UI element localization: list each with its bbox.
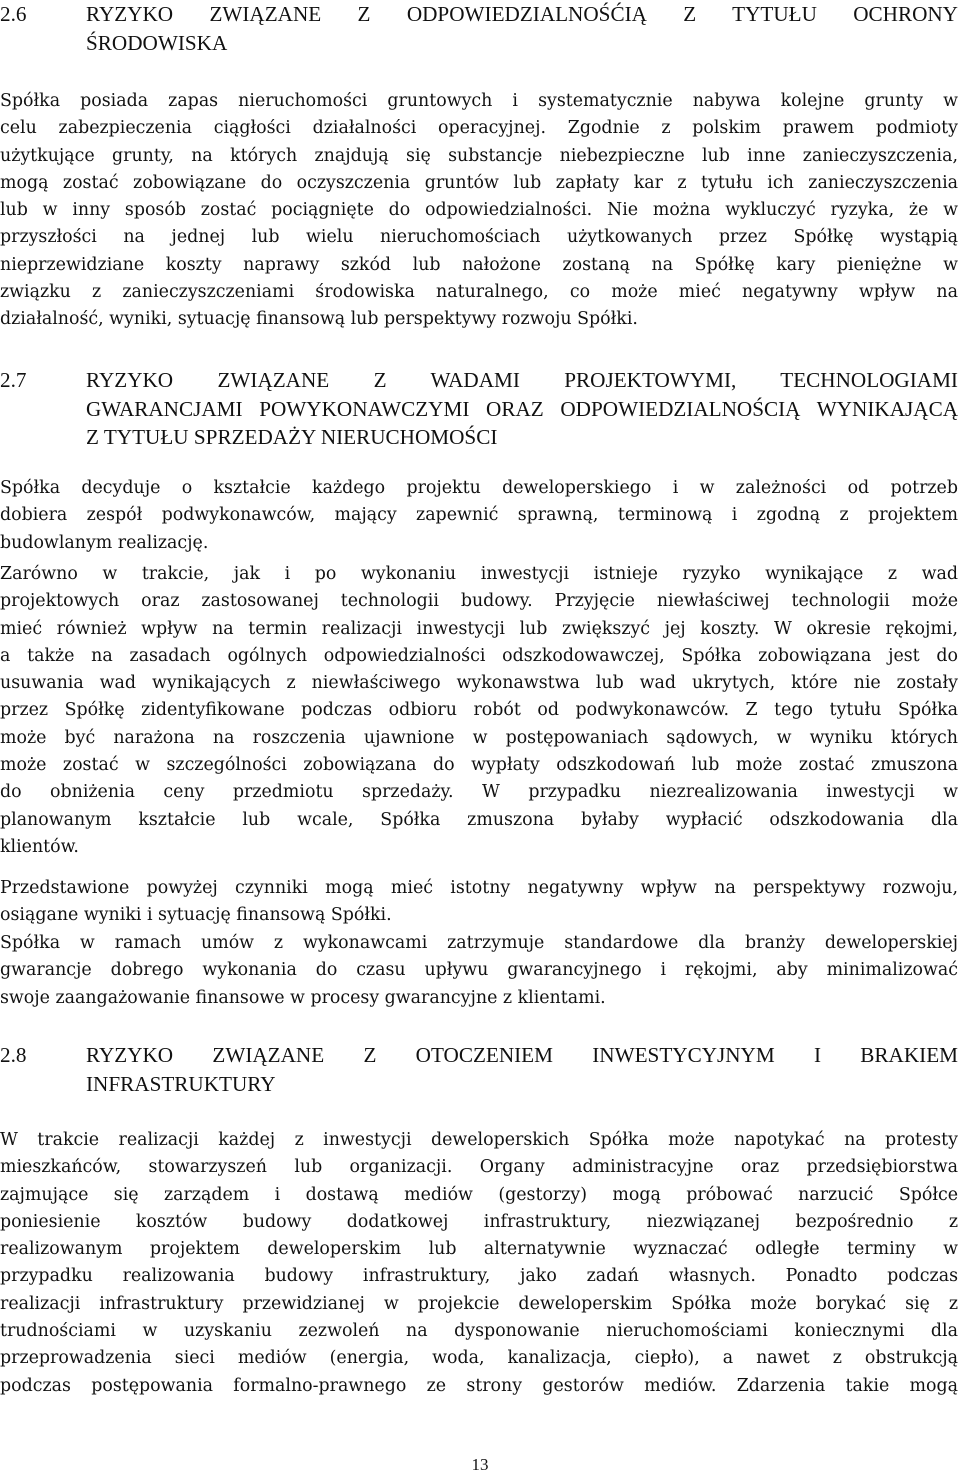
text-line: związku z zanieczyszczeniami środowiska naturalnego, co może mieć negatywny wpływ na [0,282,958,303]
text-line: Spółka posiada zapas nieruchomości gruntowych i systematycznie nabywa kolejne grunty w [0,91,958,111]
text-line: przyszłości na jednej lub wielu nieruchomościach użytkowanych przez Spółkę wystąpią [0,227,958,248]
section-title [86,366,958,452]
section-number: 2.8 [0,1043,27,1067]
section-heading-2-7 [0,366,958,452]
section-title [86,1041,958,1098]
section-title-line: RYZYKO ZWIĄZANE Z OTOCZENIEM INWESTYCYJNYM I BRAKIEM [86,1043,958,1067]
paragraph [0,875,958,930]
text-line: planowanym kształcie lub wcale, Spółka zmuszona byłaby wypłacić odszkodowania dla [0,809,958,830]
section-number: 2.6 [0,2,27,26]
text-line: do obniżenia ceny przedmiotu sprzedaży. W przypadku niezrealizowania inwestycji w [0,782,958,803]
text-line: przez Spółkę zidentyfikowane podczas odbioru robót od podwykonawców. Z tego tytułu Spółka [0,700,958,721]
text-line: podczas postępowania formalno-prawnego ze strony gestorów mediów. Zdarzenia takie mogą [0,1375,958,1396]
text-line: Spółka decyduje o kształcie każdego projektu deweloperskiego i w zależności od potrzeb [0,478,958,498]
section-title [86,0,958,57]
section-heading-2-6 [0,0,958,57]
section-title-line: ŚRODOWISKA [86,30,228,55]
text-line: Przedstawione powyżej czynniki mogą mieć istotny negatywny wpływ na perspektywy rozwoju, [0,878,958,898]
text-line: gwarancje dobrego wykonania do czasu upływu gwarancyjnego i rękojmi, aby minimalizować [0,960,958,981]
text-line: użytkujące grunty, na których znajdują się substancje niebezpieczne lub inne zanieczyszczenia, [0,145,958,166]
section-title-line: RYZYKO ZWIĄZANE Z WADAMI PROJEKTOWYMI, TECHNOLOGIAMI [86,368,958,392]
text-line: Spółka w ramach umów z wykonawcami zatrzymuje standardowe dla branży deweloperskiej [0,933,958,953]
text-line: poniesienie kosztów budowy dodatkowej infrastruktury, niezwiązanej bezpośrednio z [0,1211,958,1232]
text-line: może zostać w szczególności zobowiązana do wypłaty odszkodowań lub może zostać zmuszona [0,755,958,776]
text-line: działalność, wyniki, sytuację finansową lub perspektywy rozwoju Spółki. [0,309,638,330]
text-line: realizacji infrastruktury przewidzianej w projekcie deweloperskim Spółka może borykać się z [0,1293,958,1314]
text-line: przeprowadzenia sieci mediów (energia, woda, kanalizacja, ciepło), a nawet z obstrukcją [0,1348,958,1369]
page-number: 13 [471,1455,489,1474]
text-line: dobiera zespół podwykonawców, mający zapewnić sprawną, terminową i zgodną z projektem [0,505,958,526]
section-heading-2-8 [0,1041,958,1098]
text-line: zajmujące się zarządem i dostawą mediów (gestorzy) mogą próbować narzucić Spółce [0,1184,958,1205]
text-line: swoje zaangażowanie finansowe w procesy gwarancyjne z klientami. [0,987,606,1008]
section-number: 2.7 [0,368,27,392]
paragraph [0,930,958,1012]
text-line: celu zabezpieczenia ciągłości działalności operacyjnej. Zgodnie z polskim prawem podmioty [0,118,958,139]
section-title-line: RYZYKO ZWIĄZANE Z ODPOWIEDZIALNOŚĆIĄ Z TYTUŁU OCHRONY [86,2,958,26]
paragraph [0,1127,958,1400]
section-title-line: Z TYTUŁU SPRZEDAŻY NIERUCHOMOŚCI [86,425,498,449]
text-line: mieszkańców, stowarzyszeń lub organizacji. Organy administracyjne oraz przedsiębiorstwa [0,1157,958,1178]
paragraph [0,88,958,334]
text-line: nieprzewidziane koszty naprawy szkód lub nałożone zostaną na Spółkę kary pieniężne w [0,254,958,275]
text-line: lub w inny sposób zostać pociągnięte do odpowiedzialności. Nie można wykluczyć ryzyka, że w [0,200,958,221]
text-line: mogą zostać zobowiązane do oczyszczenia gruntów lub zapłaty kar z tytułu ich zanieczyszczenia [0,172,958,193]
text-line: a także na zasadach ogólnych odpowiedzialności odszkodowawczej, Spółka zobowiązana jest do [0,645,958,666]
text-line: projektowych oraz zastosowanej technologii budowy. Przyjęcie niewłaściwej technologii może [0,591,958,612]
text-line: mieć również wpływ na termin realizacji inwestycji lub zwiększyć jej koszty. W okresie rękojmi, [0,618,958,639]
paragraph [0,561,958,861]
section-title-line: GWARANCJAMI POWYKONAWCZYMI ORAZ ODPOWIEDZIALNOŚCIĄ WYNIKAJĄCĄ [86,396,958,421]
text-line: może być narażona na roszczenia ujawnione w postępowaniach sądowych, w wyniku których [0,727,958,748]
text-line: Zarówno w trakcie, jak i po wykonaniu inwestycji istnieje ryzyko wynikające z wad [0,564,958,584]
text-line: klientów. [0,836,79,857]
text-line: trudnościami w uzyskaniu zezwoleń na dysponowanie nieruchomościami koniecznymi dla [0,1321,958,1342]
text-line: przypadku realizowania budowy infrastruktury, jako zadań własnych. Ponadto podczas [0,1266,958,1287]
text-line: W trakcie realizacji każdej z inwestycji deweloperskich Spółka może napotykać na protesty [0,1130,958,1150]
text-line: osiągane wyniki i sytuację finansową Spółki. [0,905,392,926]
text-line: usuwania wad wynikających z niewłaściwego wykonawstwa lub wad ukrytych, które nie zostały [0,673,958,694]
paragraph [0,475,958,557]
text-line: realizowanym projektem deweloperskim lub alternatywnie wyznaczać odległe terminy w [0,1239,958,1260]
text-line: budowlanym realizację. [0,532,209,553]
section-title-line: INFRASTRUKTURY [86,1071,276,1096]
